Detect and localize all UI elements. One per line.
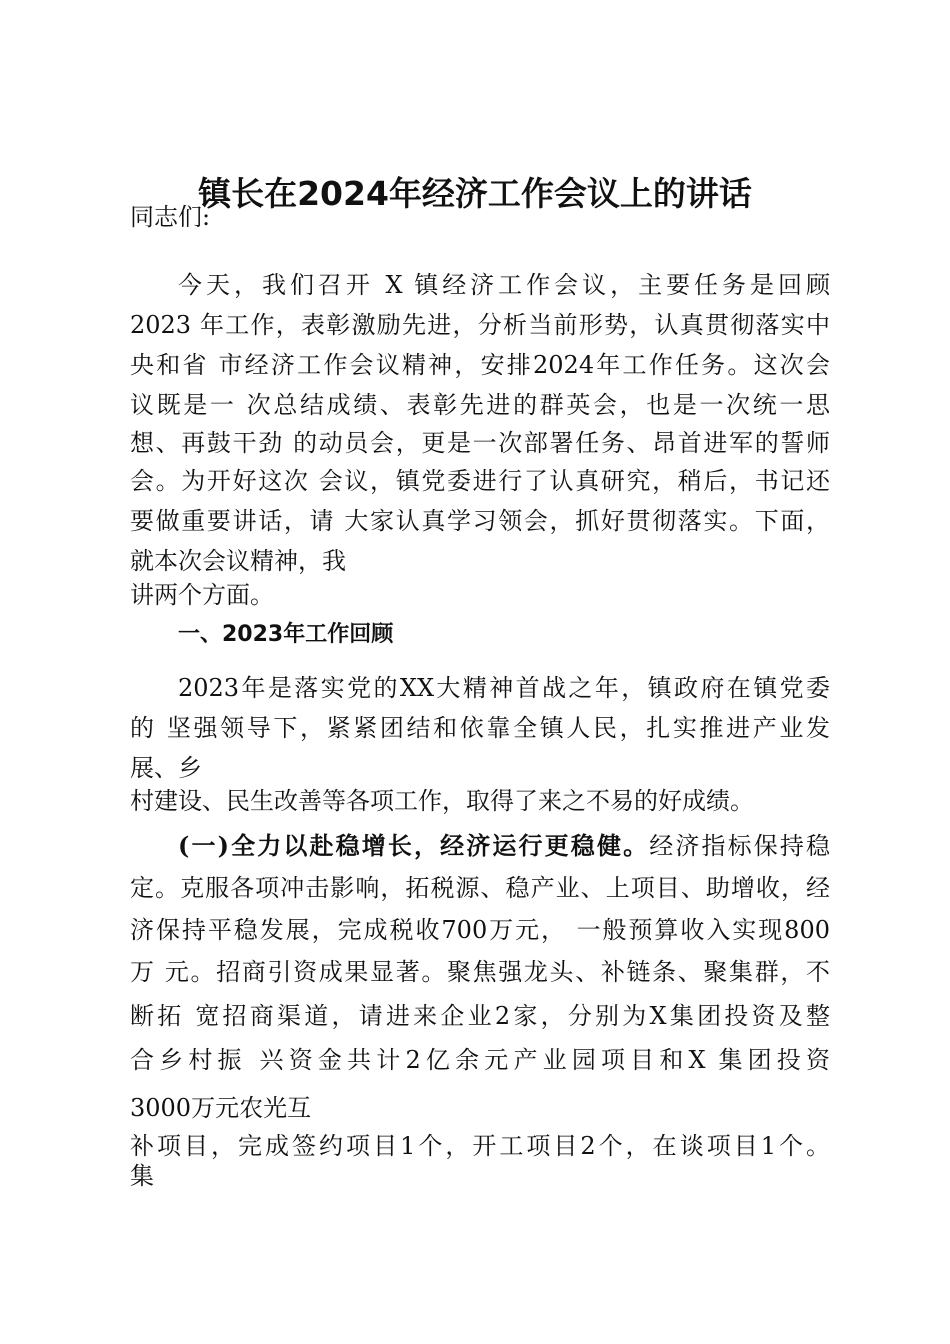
paragraph-line: 要做重要讲话，请 大家认真学习领会，抓好贯彻落实。下面，	[130, 507, 830, 535]
paragraph-line: 断拓 宽招商渠道，请进来企业2家，分别为X集团投资及整	[130, 1002, 830, 1030]
paragraph-line: 合乡村振 兴资金共计2亿余元产业园项目和X 集团投资	[130, 1046, 830, 1074]
paragraph-line: 万 元。招商引资成果显著。聚焦强龙头、补链条、聚集群，不	[130, 958, 830, 986]
paragraph-line	[178, 831, 830, 861]
paragraph-line: 补项目，完成签约项目1个，开工项目2个，在谈项目1个。	[130, 1132, 830, 1160]
paragraph-line: 2023 年工作，表彰激励先进，分析当前形势，认真贯彻落实中	[130, 311, 830, 339]
paragraph-line: 议既是一 次总结成绩、表彰先进的群英会，也是一次统一思	[130, 391, 830, 419]
paragraph-line: 定。克服各项冲击影响，拓税源、稳产业、上项目、助增收，经	[130, 874, 830, 902]
salutation: 同志们:	[130, 203, 211, 231]
paragraph-line: 今天，我们召开 X 镇经济工作会议，主要任务是回顾	[178, 271, 830, 299]
section-heading: 一、2023年工作回顾	[178, 622, 394, 647]
paragraph-text: 经济指标保持稳	[649, 832, 831, 860]
paragraph-line: 村建设、民生改善等各项工作，取得了来之不易的好成绩。	[130, 787, 754, 815]
paragraph-line: 3000万元农光互	[130, 1094, 312, 1122]
paragraph-line: 济保持平稳发展，完成税收700万元， 一般预算收入实现800	[130, 916, 830, 944]
paragraph-line: 想、再鼓干劲 的动员会，更是一次部署任务、昂首进军的誓师	[130, 429, 830, 457]
document-title: 镇长在2024年经济工作会议上的讲话	[198, 174, 752, 213]
paragraph-line: 央和省 市经济工作会议精神，安排2024年工作任务。这次会	[130, 351, 830, 379]
paragraph-line: 2023年是落实党的XX大精神首战之年，镇政府在镇党委	[178, 674, 830, 702]
subsection-heading: (一)全力以赴稳增长，经济运行更稳健。	[178, 831, 650, 860]
paragraph-line: 展、乡	[130, 754, 202, 782]
paragraph-line: 集	[130, 1162, 154, 1190]
paragraph-line: 的 坚强领导下，紧紧团结和依靠全镇人民，扎实推进产业发	[130, 714, 830, 742]
paragraph-line: 讲两个方面。	[130, 581, 274, 609]
paragraph-line: 就本次会议精神，我	[130, 547, 346, 575]
paragraph-line: 会。为开好这次 会议，镇党委进行了认真研究，稍后，书记还	[130, 467, 830, 495]
